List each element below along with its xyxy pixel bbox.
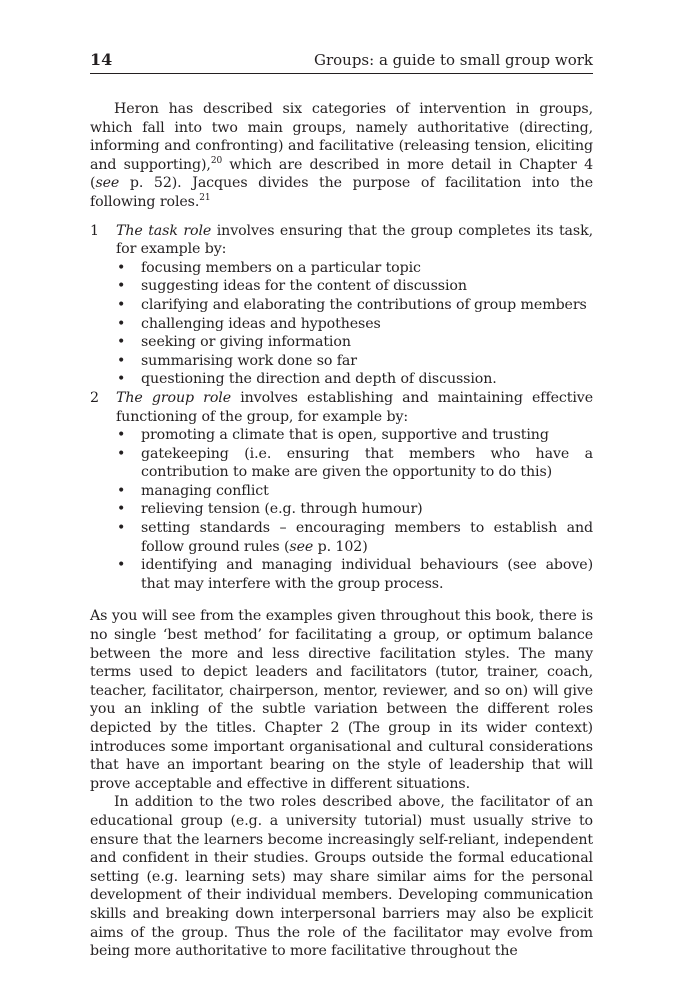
body-text xyxy=(90,100,593,961)
list-item xyxy=(116,500,593,519)
list-item xyxy=(116,333,593,352)
list-item-text: focusing members on a particular topic xyxy=(141,259,421,276)
list-item xyxy=(116,296,593,315)
role-lead xyxy=(116,389,593,426)
list-item xyxy=(116,259,593,278)
list-item-text: questioning the direction and depth of discussion. xyxy=(141,371,497,388)
bullet-icon: • xyxy=(117,371,126,388)
intro-text-1: Heron has described six categories of intervention in groups, which fall into two main groups, namely authoritative (directing, informing and confronting) and facilitative (releasing tension, eliciting and supporting), xyxy=(90,101,593,173)
running-title: Groups: a guide to small group work xyxy=(313,51,593,69)
list-item-text: relieving tension (e.g. through humour) xyxy=(141,501,423,518)
list-item xyxy=(116,352,593,371)
bullet-icon: • xyxy=(117,501,126,518)
list-item-text: summarising work done so far xyxy=(141,352,357,369)
bullet-icon: • xyxy=(117,520,126,537)
list-item xyxy=(116,370,593,389)
list-item-text: challenging ideas and hypotheses xyxy=(141,315,381,332)
list-item xyxy=(116,556,593,593)
group-bullet-list xyxy=(116,426,593,593)
running-header xyxy=(90,50,593,74)
bullet-icon: • xyxy=(117,259,126,276)
intro-text-3: p. 52). Jacques divides the purpose of facilitation into the following roles. xyxy=(90,175,593,210)
list-item-text: seeking or giving information xyxy=(141,334,351,351)
role-title: The group role xyxy=(116,389,232,406)
bullet-icon: • xyxy=(117,557,126,574)
role-item-group xyxy=(90,389,593,594)
intro-text-2: which are described in more detail in Chapter 4 ( xyxy=(90,156,593,192)
bullet-icon: • xyxy=(117,427,126,444)
list-item-text: managing conflict xyxy=(141,482,269,499)
role-item-task xyxy=(90,222,593,389)
bullet-icon: • xyxy=(117,296,126,313)
list-item-text: identifying and managing individual behaviours (see above) that may interfere with the group process. xyxy=(141,557,593,592)
list-item xyxy=(116,277,593,296)
list-item xyxy=(116,519,593,556)
intro-paragraph xyxy=(90,100,593,212)
bullet-icon: • xyxy=(117,315,126,332)
body-paragraph-2: In addition to the two roles described above, the facilitator of an educational group (e.g. a university tutorial) must usually strive to ensure that the learners become increasingly self-reliant, independent and confident in their studies. Groups outside the formal educational setting (e.g. learning sets) may share similar aims for the personal development of their individual members. Developing communication skills and breaking down interpersonal barriers may also be explicit aims of the group. Thus the role of the facilitator may evolve from being more authoritative to more facilitative throughout the xyxy=(90,794,593,960)
list-item xyxy=(116,426,593,445)
list-item xyxy=(116,445,593,482)
list-item-text: gatekeeping (i.e. ensuring that members who have a contribution to make are given the opportunity to do this) xyxy=(141,445,593,481)
body-paragraph-1: As you will see from the examples given throughout this book, there is no single ‘best method’ for facilitating a group, or optimum balance between the more and less directive facilitation styles. The many terms used to depict leaders and facilitators (tutor, trainer, coach, teacher, facilitator, chairperson, mentor, reviewer, and so on) will give you an inkling of the subtle variation between the different roles depicted by the titles. Chapter 2 (The group in its wider context) introduces some important organisational and cultural considerations that have an important bearing on the style of leadership that will prove acceptable and effective in different situations. xyxy=(90,608,593,792)
bullet-icon: • xyxy=(117,334,126,351)
role-lead xyxy=(116,222,593,259)
see-italic: see xyxy=(95,175,120,192)
footnote-ref-21: 21 xyxy=(199,192,211,203)
footnote-ref-20: 20 xyxy=(210,155,223,166)
role-lead-text: involves establishing and maintaining effective functioning of the group, for example by: xyxy=(116,389,593,425)
list-item-text: p. 102) xyxy=(313,538,368,555)
bullet-icon: • xyxy=(117,445,126,462)
role-number: 2 xyxy=(90,389,99,406)
list-item-text: suggesting ideas for the content of discussion xyxy=(141,278,467,295)
see-italic: see xyxy=(289,538,314,555)
list-item xyxy=(116,482,593,501)
role-title: The task role xyxy=(116,222,212,239)
list-item-text: setting standards – encouraging members to establish and follow ground rules ( xyxy=(141,520,593,555)
role-number: 1 xyxy=(90,222,99,239)
role-lead-text: involves ensuring that the group completes its task, for example by: xyxy=(116,222,593,258)
bullet-icon: • xyxy=(117,278,126,295)
page-number: 14 xyxy=(90,50,113,69)
list-item-text: promoting a climate that is open, supportive and trusting xyxy=(141,427,549,444)
list-item xyxy=(116,315,593,334)
book-page xyxy=(90,50,593,961)
bullet-icon: • xyxy=(117,352,126,369)
roles-list xyxy=(90,222,593,594)
task-bullet-list xyxy=(116,259,593,389)
list-item-text: clarifying and elaborating the contributions of group members xyxy=(141,296,587,313)
bullet-icon: • xyxy=(117,482,126,499)
